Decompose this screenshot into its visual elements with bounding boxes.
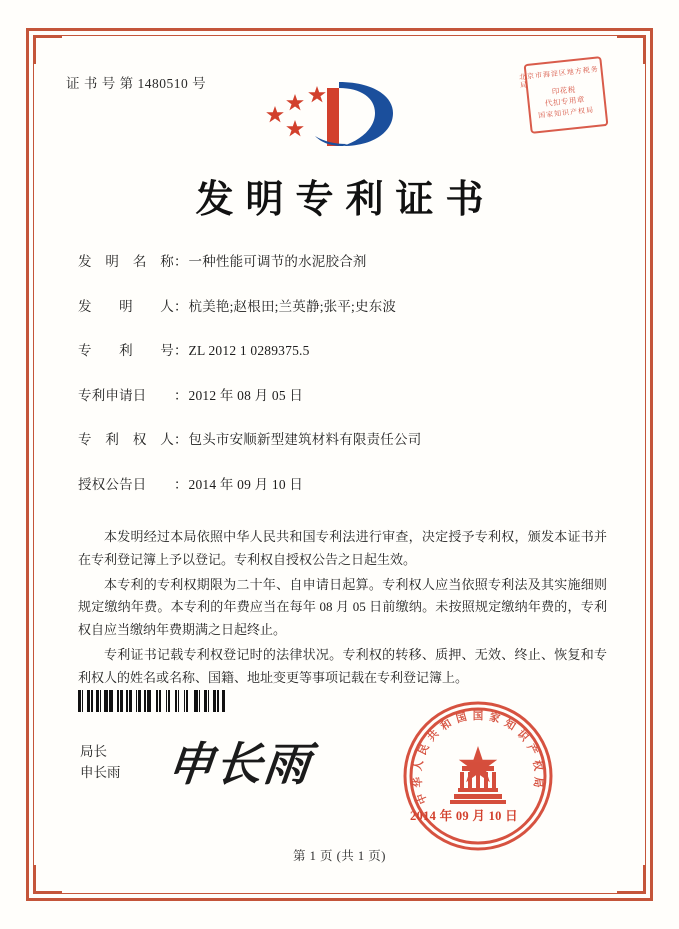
svg-text:知: 知 (502, 718, 517, 733)
field-label: 发 明 名 称 (78, 254, 174, 269)
tax-stamp-seal (518, 56, 607, 130)
patent-emblem-icon (265, 72, 415, 154)
svg-text:华: 华 (412, 776, 425, 789)
tax-stamp-text (517, 52, 610, 135)
certificate-number: 证 书 号 第 1480510 号 (66, 76, 207, 91)
field-colon: ： (174, 343, 188, 358)
page-title: 发明专利证书 (195, 179, 496, 221)
field-value: 包头市安顺新型建筑材料有限责任公司 (188, 432, 422, 447)
field-label: 授权公告日 (78, 476, 147, 492)
tax-stamp-line4: 北京市海淀区地方税务局 (518, 65, 600, 90)
official-round-seal (402, 700, 554, 852)
signature-title-line1: 局长 (80, 744, 107, 759)
barcode (78, 690, 226, 712)
svg-text:共: 共 (426, 728, 442, 744)
field-colon: ： (174, 432, 188, 447)
field-row-patent-number (78, 339, 609, 359)
legal-body-text (78, 526, 607, 691)
svg-text:人: 人 (413, 759, 426, 772)
svg-text:和: 和 (439, 718, 454, 733)
svg-text:民: 民 (417, 742, 432, 758)
field-value: ZL 2012 1 0289375.5 (188, 343, 310, 358)
border-corner-bottom-left (33, 865, 62, 894)
body-paragraph-2: 本专利的专利权期限为二十年、自申请日起算。专利权人应当依照专利法及其实施细则规定缴纳年费。本专利的年费应当在每年 08 月 05 日前缴纳。未按照规定缴纳年费的，专利权自应当缴纳年费期满之日起终止。 (78, 576, 607, 637)
svg-text:识: 识 (514, 728, 530, 744)
field-label: 专利申请日 (78, 387, 147, 403)
field-label: 专 利 权 人 (78, 432, 174, 447)
tax-stamp-line2: 印花税 (551, 85, 577, 97)
svg-text:家: 家 (487, 712, 501, 726)
signature-title-line2: 申长雨 (80, 764, 121, 780)
field-row-grant-date (78, 473, 609, 493)
page-number-footer: 第 1 页 (共 1 页) (293, 849, 386, 863)
border-corner-top-right (617, 35, 646, 64)
field-colon: ： (174, 476, 188, 492)
tax-stamp-line3: 代扣专用章 (544, 94, 586, 109)
field-colon: ： (174, 387, 188, 403)
svg-text:局: 局 (531, 776, 544, 789)
field-row-inventors (78, 295, 609, 315)
svg-text:中: 中 (415, 791, 430, 806)
signature-title (80, 742, 121, 784)
border-corner-top-left (33, 35, 62, 64)
svg-text:权: 权 (530, 759, 543, 772)
field-value: 一种性能可调节的水泥胶合剂 (188, 254, 367, 269)
svg-text:产: 产 (524, 742, 539, 758)
field-colon: ： (174, 254, 188, 269)
border-corner-bottom-right (617, 865, 646, 894)
field-row-patentee (78, 428, 609, 448)
tax-stamp-line1: 国家知识产权局 (537, 105, 595, 120)
field-value: 杭美艳;赵根田;兰英静;张平;史东波 (188, 298, 397, 314)
handwritten-signature: 申长雨 (164, 739, 315, 790)
body-paragraph-3: 专利证书记载专利权登记时的法律状况。专利权的转移、质押、无效、终止、恢复和专利权人的姓名或名称、国籍、地址变更等事项记载在专利登记簿上。 (78, 646, 607, 685)
field-list (78, 250, 609, 517)
svg-text:国: 国 (472, 711, 484, 722)
field-row-application-date (78, 384, 609, 404)
field-value: 2012 年 08 月 05 日 (188, 387, 304, 403)
field-label: 专 利 号 (78, 343, 174, 358)
svg-text:国: 国 (455, 712, 469, 726)
field-colon: ： (174, 298, 188, 314)
field-value: 2014 年 09 月 10 日 (188, 476, 304, 492)
field-row-invention-name (78, 250, 609, 270)
seal-date: 2014 年 09 月 10 日 (410, 809, 518, 823)
field-label: 发 明 人 (78, 298, 174, 314)
body-paragraph-1: 本发明经过本局依照中华人民共和国专利法进行审查，决定授予专利权，颁发本证书并在专利登记簿上予以登记。专利权自授权公告之日起生效。 (78, 529, 607, 567)
